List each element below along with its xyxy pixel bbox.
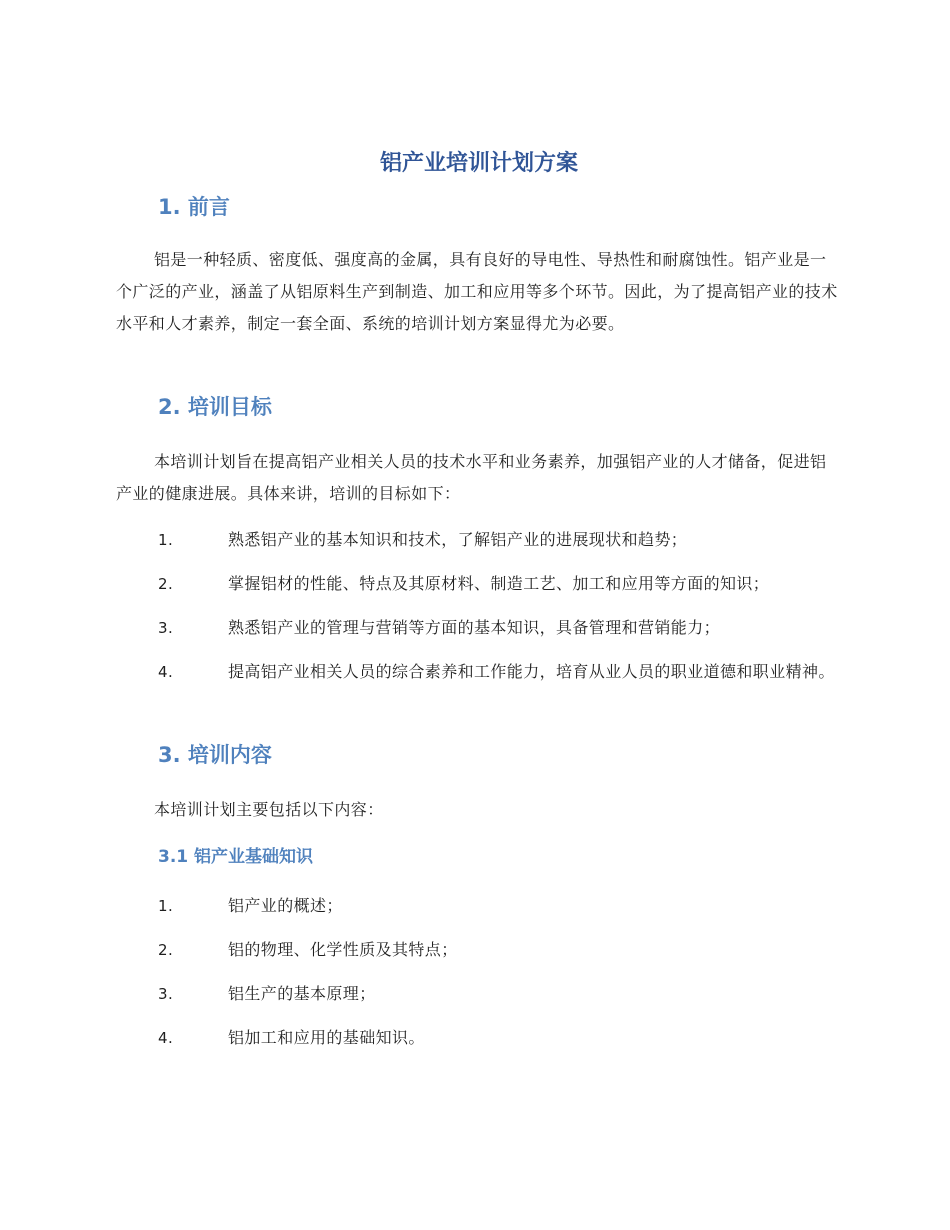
section-heading-content: 3. 培训内容 (158, 743, 272, 767)
list-item-number: 3. (158, 985, 174, 1003)
list-item-text: 铝生产的基本原理； (228, 984, 376, 1003)
subsection-heading-basics: 3.1 铝产业基础知识 (158, 847, 314, 867)
list-item-number: 3. (158, 619, 174, 637)
list-item-text: 掌握铝材的性能、特点及其原材料、制造工艺、加工和应用等方面的知识； (228, 574, 770, 593)
list-item-number: 1. (158, 897, 174, 915)
list-item-number: 4. (158, 663, 174, 681)
list-item (116, 978, 842, 1010)
list-item-text: 熟悉铝产业的管理与营销等方面的基本知识，具备管理和营销能力； (228, 618, 721, 637)
document-title: 铝产业培训计划方案 (379, 151, 578, 176)
list-item (116, 612, 842, 644)
list-item (116, 1022, 842, 1054)
section-heading-goals: 2. 培训目标 (158, 395, 272, 419)
list-item-number: 2. (158, 941, 174, 959)
list-item-number: 4. (158, 1029, 174, 1047)
list-item (116, 656, 842, 688)
list-item-text: 铝加工和应用的基础知识。 (228, 1028, 425, 1047)
list-item-text: 提高铝产业相关人员的综合素养和工作能力，培育从业人员的职业道德和职业精神。 (228, 662, 835, 681)
list-item (116, 890, 842, 922)
list-item-text: 铝产业的概述； (228, 896, 343, 915)
list-item (116, 568, 842, 600)
list-item (116, 934, 842, 966)
content-paragraph: 本培训计划主要包括以下内容： (154, 800, 384, 819)
section-heading-preface: 1. 前言 (158, 195, 230, 219)
list-item-text: 熟悉铝产业的基本知识和技术，了解铝产业的进展现状和趋势； (228, 530, 688, 549)
preface-paragraph: 铝是一种轻质、密度低、强度高的金属，具有良好的导电性、导热性和耐腐蚀性。铝产业是一个广泛的产业，涵盖了从铝原料生产到制造、加工和应用等多个环节。因此，为了提高铝产业的技术水平和人才素养，制定一套全面、系统的培训计划方案显得尤为必要。 (116, 250, 838, 333)
list-item-number: 1. (158, 531, 174, 549)
list-item-text: 铝的物理、化学性质及其特点； (228, 940, 458, 959)
list-item (116, 524, 842, 556)
goals-paragraph: 本培训计划旨在提高铝产业相关人员的技术水平和业务素养，加强铝产业的人才储备，促进铝产业的健康进展。具体来讲，培训的目标如下： (116, 452, 827, 503)
list-item-number: 2. (158, 575, 174, 593)
